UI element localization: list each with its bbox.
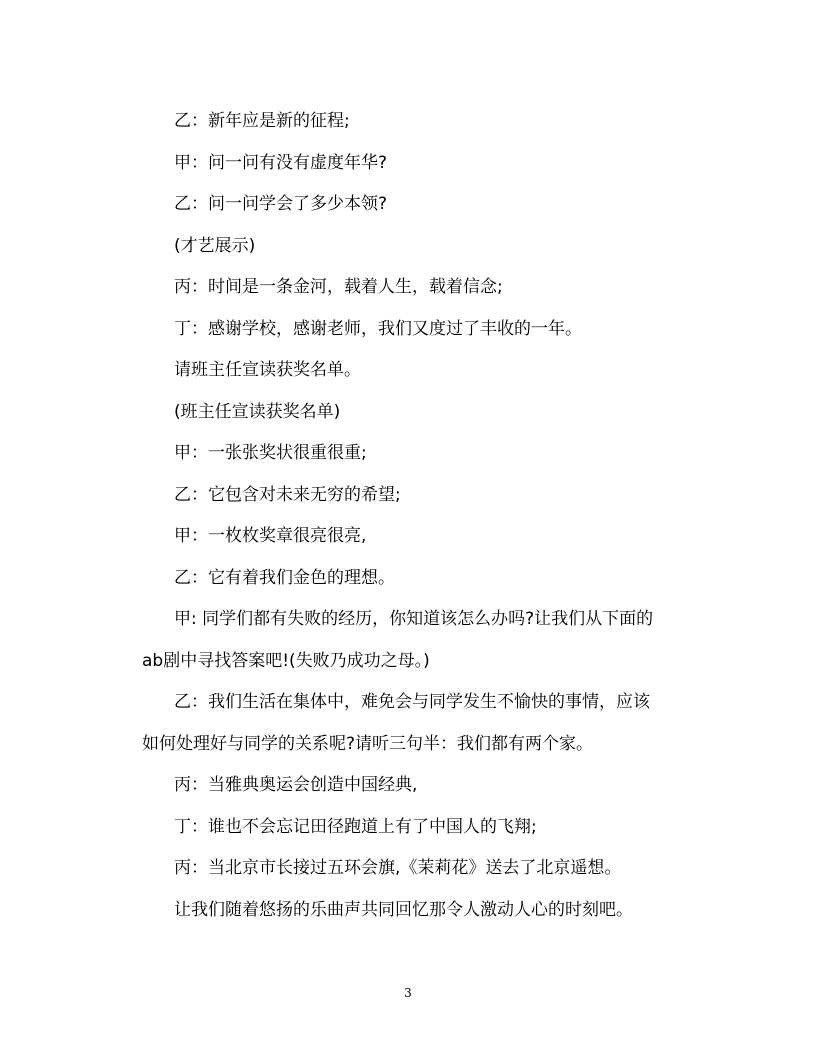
paragraph-line: 甲: 同学们都有失败的经历，你知道该怎么办吗?让我们从下面的 (174, 609, 654, 629)
page-number: 3 (404, 986, 412, 1000)
paragraph-line: (班主任宣读获奖名单) (174, 401, 341, 422)
paragraph-line: 乙：新年应是新的征程; (174, 111, 350, 131)
paragraph-line-continuation: ab剧中寻找答案吧!(失败乃成功之母。) (142, 650, 430, 671)
paragraph-line: 丙：时间是一条金河，载着人生，载着信念; (174, 277, 503, 297)
paragraph-line: 丁：谁也不会忘记田径跑道上有了中国人的飞翔; (174, 816, 537, 837)
paragraph-line: 请班主任宣读获奖名单。 (174, 360, 361, 380)
paragraph-line: (才艺展示) (174, 235, 256, 256)
paragraph-line-continuation: 如何处理好与同学的关系呢?请听三句半：我们都有两个家。 (142, 733, 594, 754)
paragraph-line: 甲：问一问有没有虚度年华? (174, 152, 388, 173)
paragraph-line: 丁：感谢学校，感谢老师，我们又度过了丰收的一年。 (174, 318, 582, 339)
paragraph-line: 乙：它包含对未来无穷的希望; (174, 484, 401, 505)
paragraph-line: 甲：一枚枚奖章很亮很亮, (174, 526, 367, 546)
paragraph-line: 让我们随着悠扬的乐曲声共同回忆那令人激动人心的时刻吧。 (174, 899, 633, 920)
paragraph-line: 乙：它有着我们金色的理想。 (174, 567, 395, 588)
paragraph-line: 乙：问一问学会了多少本领? (174, 194, 388, 214)
paragraph-line: 乙：我们生活在集体中，难免会与同学发生不愉快的事情，应该 (174, 692, 650, 712)
paragraph-line: 丙：当雅典奥运会创造中国经典, (174, 775, 418, 795)
document-body (142, 101, 702, 931)
paragraph-line: 丙：当北京市长接过五环会旗,《茉莉花》送去了北京遥想。 (174, 858, 622, 878)
paragraph-line: 甲：一张张奖状很重很重; (174, 443, 367, 463)
